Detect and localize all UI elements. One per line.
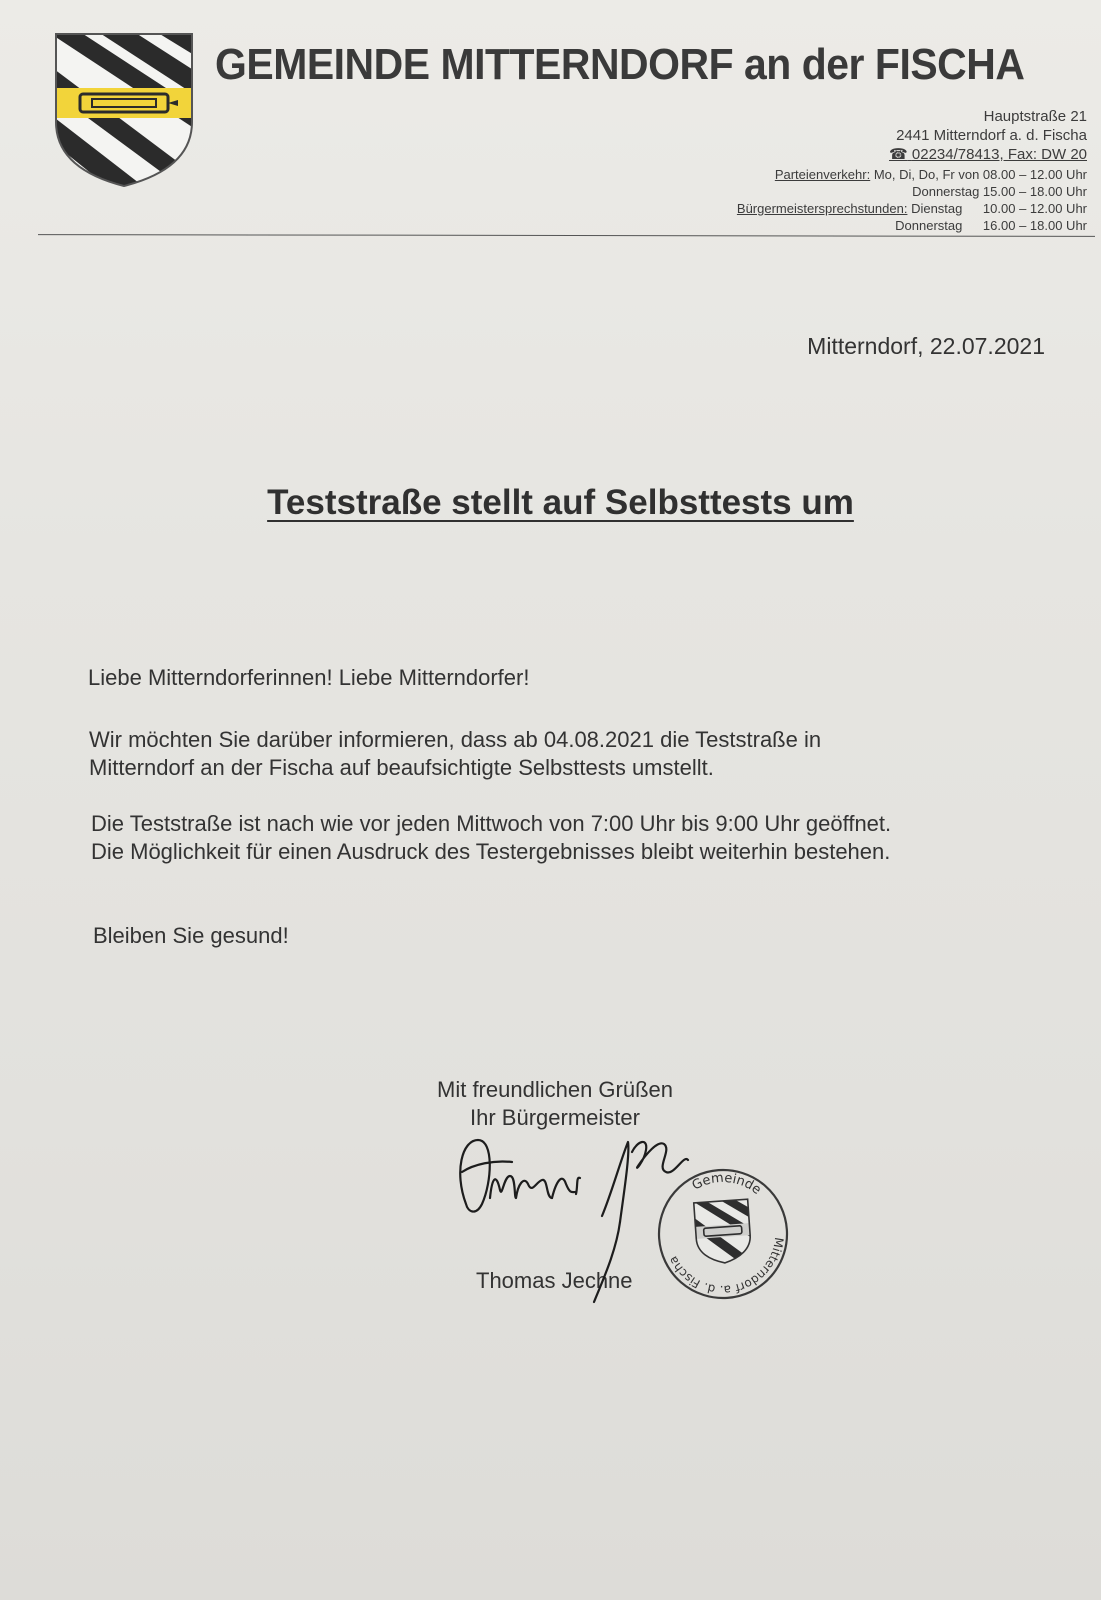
hours-line-1: Die Teststraße ist nach wie vor jeden Mittwoch von 7:00 Uhr bis 9:00 Uhr geöffnet. bbox=[91, 811, 892, 836]
hours-paragraph bbox=[91, 810, 891, 866]
office-hours-row-1 bbox=[737, 166, 1087, 183]
phone-line bbox=[889, 145, 1087, 164]
mayor-hours-label: Bürgermeistersprechstunden: bbox=[736, 201, 908, 216]
mayor-hours-time-1: 10.00 – 12.00 Uhr bbox=[982, 201, 1087, 216]
info-paragraph bbox=[89, 726, 821, 782]
office-hours-text-1: Mo, Di, Do, Fr von 08.00 – 12.00 Uhr bbox=[873, 167, 1087, 182]
mayor-hours-row-2 bbox=[737, 217, 1087, 234]
opening-hours bbox=[737, 166, 1087, 234]
regards-line: Mit freundlichen Grüßen bbox=[437, 1077, 673, 1102]
letter-date: Mitterndorf, 22.07.2021 bbox=[807, 333, 1045, 359]
address-street: Hauptstraße 21 bbox=[983, 108, 1087, 125]
handwritten-signature bbox=[452, 1132, 712, 1332]
mayor-hours-row-1 bbox=[737, 200, 1087, 217]
phone-number: 02234/78413, Fax: DW 20 bbox=[911, 146, 1087, 163]
mayor-title: Ihr Bürgermeister bbox=[470, 1105, 640, 1130]
office-hours-row-2 bbox=[737, 183, 1087, 200]
letter-heading: Teststraße stellt auf Selbsttests um bbox=[267, 483, 854, 522]
address-city: 2441 Mitterndorf a. d. Fischa bbox=[896, 127, 1087, 144]
greeting: Liebe Mitterndorferinnen! Liebe Mitterndorfer! bbox=[88, 665, 530, 690]
office-hours-label: Parteienverkehr: bbox=[774, 167, 871, 182]
telephone-icon: ☎ bbox=[889, 146, 908, 163]
address-block bbox=[889, 107, 1087, 164]
info-line-2: Mitterndorf an der Fischa auf beaufsichtigte Selbsttests umstellt. bbox=[89, 755, 714, 780]
seal-top-text: Gemeinde bbox=[689, 1170, 764, 1198]
mayor-name: Thomas Jechne bbox=[476, 1268, 633, 1293]
seal-ring-text: Mitterndorf a. d. Fischa bbox=[665, 1236, 787, 1298]
letter-heading-wrap bbox=[0, 483, 1101, 523]
mayor-hours-day-1: Dienstag bbox=[911, 201, 963, 216]
closing-wish: Bleiben Sie gesund! bbox=[93, 923, 289, 948]
info-line-1: Wir möchten Sie darüber informieren, dass ab 04.08.2021 die Teststraße in bbox=[89, 727, 822, 752]
mayor-hours-time-2: 16.00 – 18.00 Uhr bbox=[982, 218, 1087, 233]
signoff-block bbox=[400, 1076, 710, 1132]
organization-title: GEMEINDE MITTERNDORF an der FISCHA bbox=[215, 40, 1025, 89]
hours-line-2: Die Möglichkeit für einen Ausdruck des Testergebnisses bleibt weiterhin bestehen. bbox=[91, 839, 891, 864]
office-hours-text-2: Donnerstag 15.00 – 18.00 Uhr bbox=[912, 184, 1087, 199]
mayor-hours-day-2: Donnerstag bbox=[895, 218, 963, 233]
coat-of-arms-icon bbox=[52, 30, 196, 188]
letterhead-divider bbox=[38, 234, 1095, 237]
